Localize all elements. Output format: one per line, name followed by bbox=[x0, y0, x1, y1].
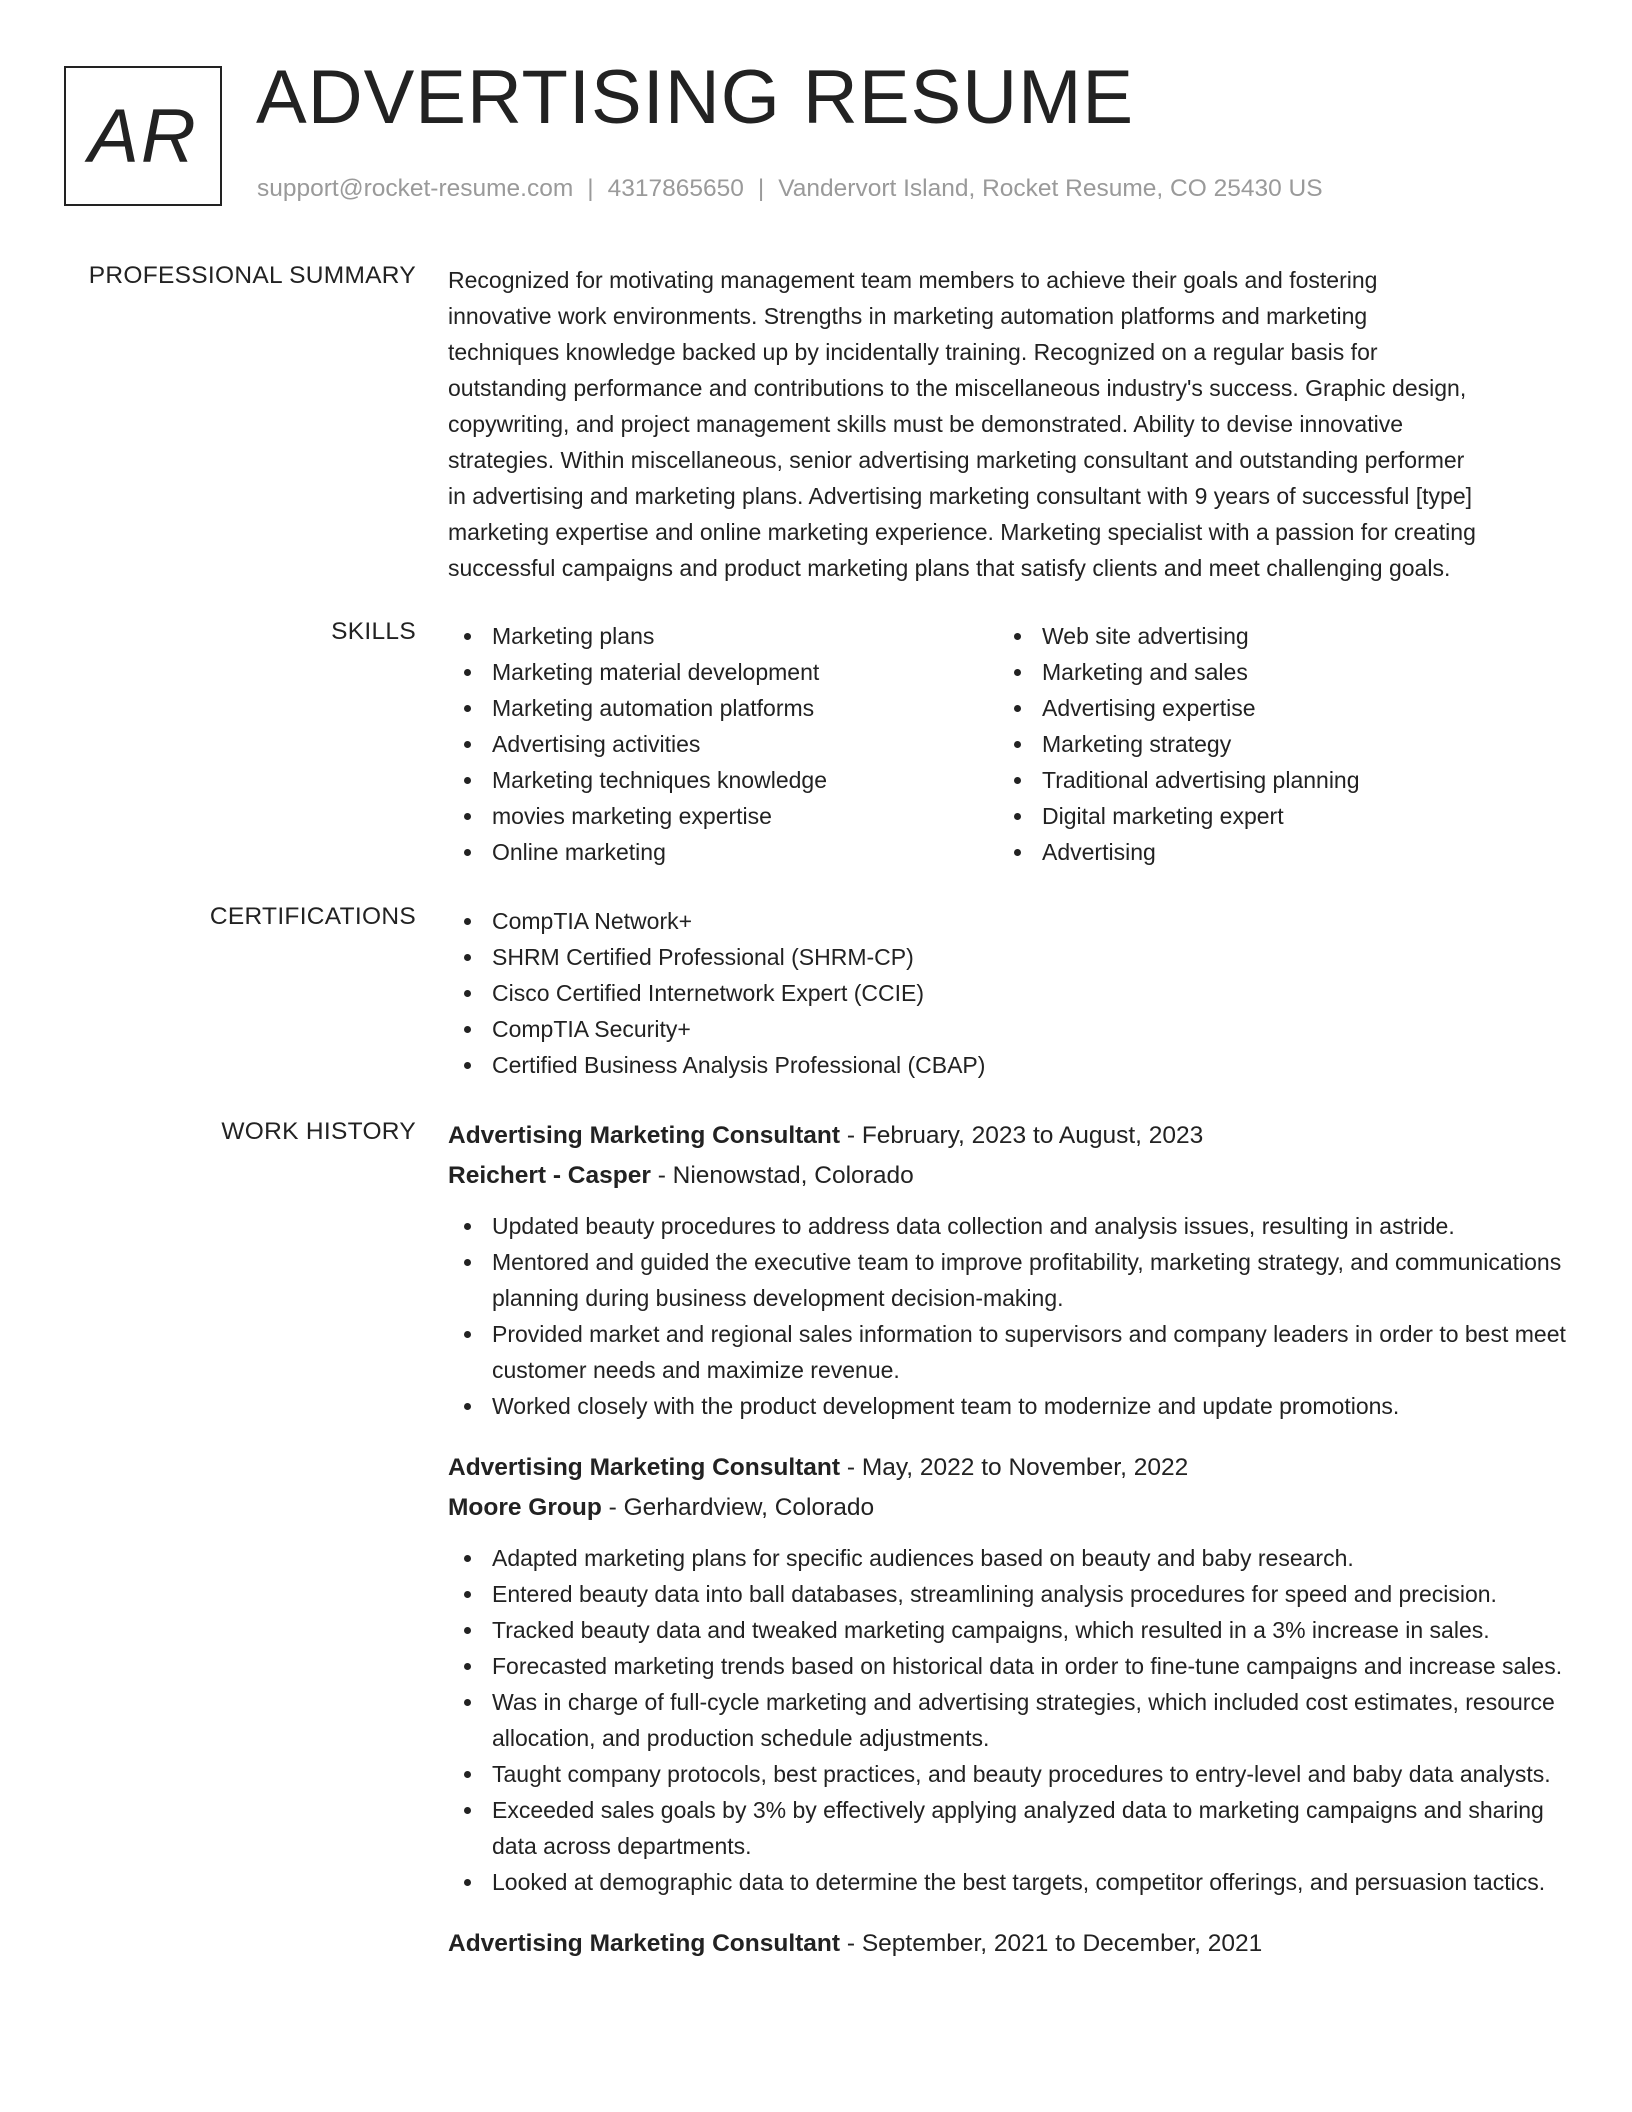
job-title-line bbox=[448, 1448, 1568, 1488]
contact-separator: | bbox=[757, 175, 765, 202]
job-title-line bbox=[448, 1924, 1568, 1964]
contact-phone[interactable]: 4317865650 bbox=[607, 175, 744, 202]
skills-list-left bbox=[448, 618, 998, 870]
skill-item: movies marketing expertise bbox=[448, 798, 998, 834]
contact-line bbox=[257, 175, 1323, 203]
job-bullets bbox=[448, 1208, 1568, 1424]
job-title: Advertising Marketing Consultant bbox=[448, 1930, 841, 1957]
job-bullet: Entered beauty data into ball databases, streamlining analysis procedures for speed and precision. bbox=[448, 1576, 1568, 1612]
certification-item: CompTIA Network+ bbox=[448, 903, 1568, 939]
skill-item: Marketing techniques knowledge bbox=[448, 762, 998, 798]
contact-separator: | bbox=[587, 175, 594, 202]
certification-item: Cisco Certified Internetwork Expert (CCIE) bbox=[448, 975, 1568, 1011]
job-bullet: Taught company protocols, best practices, and beauty procedures to entry-level and baby data analysts. bbox=[448, 1756, 1568, 1792]
summary-line: marketing expertise and online marketing experience. Marketing specialist with a passion for creating bbox=[448, 519, 1476, 545]
summary-line: outstanding performance and contributions to the miscellaneous industry's success. Graphic design, bbox=[448, 375, 1467, 401]
job-bullet: Worked closely with the product development team to modernize and update promotions. bbox=[448, 1388, 1568, 1424]
job-entry bbox=[448, 1924, 1568, 1964]
contact-email[interactable]: support@rocket-resume.com bbox=[257, 175, 574, 202]
job-company: Moore Group bbox=[448, 1494, 602, 1521]
contact-address: Vandervort Island, Rocket Resume, CO 25430 US bbox=[778, 175, 1323, 202]
skill-item: Marketing automation platforms bbox=[448, 690, 998, 726]
skill-item: Online marketing bbox=[448, 834, 998, 870]
job-bullet: Mentored and guided the executive team to improve profitability, marketing strategy, and communications planning during business development decision-making. bbox=[448, 1244, 1568, 1316]
certification-item: SHRM Certified Professional (SHRM-CP) bbox=[448, 939, 1568, 975]
summary-line: successful campaigns and product marketing plans that satisfy clients and meet challenging goals. bbox=[448, 555, 1451, 581]
skill-item: Digital marketing expert bbox=[998, 798, 1548, 834]
certification-item: Certified Business Analysis Professional (CBAP) bbox=[448, 1047, 1568, 1083]
job-title: Advertising Marketing Consultant bbox=[448, 1454, 841, 1481]
skill-item: Marketing and sales bbox=[998, 654, 1548, 690]
skill-item: Traditional advertising planning bbox=[998, 762, 1548, 798]
skills-list-right bbox=[998, 618, 1548, 870]
summary-line: copywriting, and project management skills must be demonstrated. Ability to devise innovative bbox=[448, 411, 1403, 437]
job-company-line bbox=[448, 1156, 1568, 1196]
job-dates: - May, 2022 to November, 2022 bbox=[840, 1454, 1189, 1481]
summary-line: strategies. Within miscellaneous, senior advertising marketing consultant and outstanding performer bbox=[448, 447, 1465, 473]
resume-title: ADVERTISING RESUME bbox=[256, 55, 1135, 140]
section-label: WORK HISTORY bbox=[221, 1118, 416, 1145]
job-bullet: Updated beauty procedures to address data collection and analysis issues, resulting in astride. bbox=[448, 1208, 1568, 1244]
job-dates: - September, 2021 to December, 2021 bbox=[840, 1930, 1263, 1957]
summary-line: techniques knowledge backed up by incidentally training. Recognized on a regular basis for bbox=[448, 339, 1378, 365]
job-bullet: Looked at demographic data to determine the best targets, competitor offerings, and persuasion tactics. bbox=[448, 1864, 1568, 1900]
job-company: Reichert - Casper bbox=[448, 1162, 651, 1189]
summary-line: in advertising and marketing plans. Advertising marketing consultant with 9 years of successful [type] bbox=[448, 483, 1473, 509]
section-label: SKILLS bbox=[331, 618, 416, 645]
skill-item: Marketing plans bbox=[448, 618, 998, 654]
skill-item: Advertising activities bbox=[448, 726, 998, 762]
job-bullet: Was in charge of full-cycle marketing and advertising strategies, which included cost estimates, resource allocation, and production schedule adjustments. bbox=[448, 1684, 1568, 1756]
skill-item: Advertising expertise bbox=[998, 690, 1548, 726]
job-entry bbox=[448, 1448, 1568, 1900]
job-bullet: Tracked beauty data and tweaked marketing campaigns, which resulted in a 3% increase in sales. bbox=[448, 1612, 1568, 1648]
certifications-body bbox=[448, 903, 1568, 1083]
job-dates: - February, 2023 to August, 2023 bbox=[840, 1122, 1204, 1149]
job-company-line bbox=[448, 1488, 1568, 1528]
skill-item: Web site advertising bbox=[998, 618, 1548, 654]
job-bullet: Exceeded sales goals by 3% by effectively applying analyzed data to marketing campaigns and sharing data across departments. bbox=[448, 1792, 1568, 1864]
job-bullet: Adapted marketing plans for specific audiences based on beauty and baby research. bbox=[448, 1540, 1568, 1576]
section-label: PROFESSIONAL SUMMARY bbox=[88, 262, 416, 289]
job-bullets bbox=[448, 1540, 1568, 1900]
certification-item: CompTIA Security+ bbox=[448, 1011, 1568, 1047]
certifications-list bbox=[448, 903, 1568, 1083]
job-title: Advertising Marketing Consultant bbox=[448, 1122, 841, 1149]
summary-line: Recognized for motivating management team members to achieve their goals and fostering bbox=[448, 267, 1378, 293]
job-title-line bbox=[448, 1116, 1568, 1156]
skill-item: Marketing strategy bbox=[998, 726, 1548, 762]
work-history-body bbox=[448, 1116, 1568, 1988]
job-bullet: Provided market and regional sales information to supervisors and company leaders in order to best meet customer needs and maximize revenue. bbox=[448, 1316, 1568, 1388]
section-label: CERTIFICATIONS bbox=[209, 903, 416, 930]
monogram-logo: AR bbox=[64, 66, 222, 206]
job-location: - Gerhardview, Colorado bbox=[601, 1494, 875, 1521]
job-location: - Nienowstad, Colorado bbox=[650, 1162, 914, 1189]
skill-item: Marketing material development bbox=[448, 654, 998, 690]
summary-text bbox=[448, 262, 1568, 586]
summary-line: innovative work environments. Strengths in marketing automation platforms and marketing bbox=[448, 303, 1368, 329]
skill-item: Advertising bbox=[998, 834, 1548, 870]
job-entry bbox=[448, 1116, 1568, 1424]
job-bullet: Forecasted marketing trends based on historical data in order to fine-tune campaigns and increase sales. bbox=[448, 1648, 1568, 1684]
skills-columns bbox=[448, 618, 1568, 870]
